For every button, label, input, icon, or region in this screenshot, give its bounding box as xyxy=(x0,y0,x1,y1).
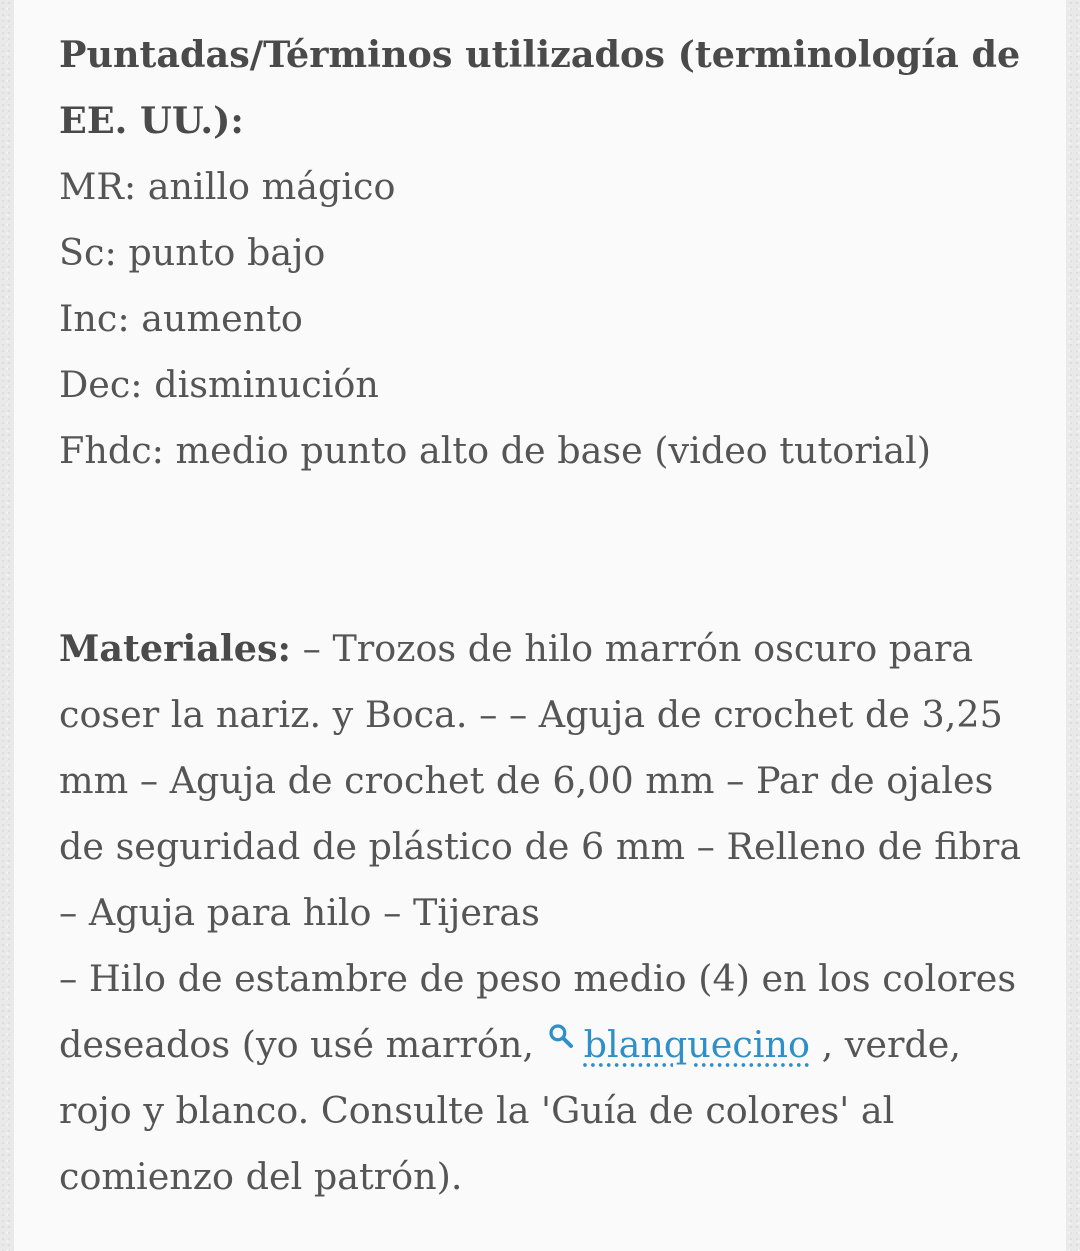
stitch-item-dec: Dec: disminución xyxy=(59,363,379,406)
yarn-text-end: , verde, rojo y blanco. Consulte la 'Guía de colores' al comienzo del patrón). xyxy=(59,1023,962,1198)
stitch-item-fhdc: Fhdc: medio punto alto de base (video tutorial) xyxy=(59,429,931,472)
yarn-text-start: – Hilo de estambre de peso medio (4) en los colores deseados (yo usé marrón, xyxy=(59,957,1017,1066)
section-spacer xyxy=(59,484,1036,616)
stitch-item-inc: Inc: aumento xyxy=(59,297,303,340)
materials-text: – Trozos de hilo marrón oscuro para coser la nariz. y Boca. – – Aguja de crochet de 3,25 mm – Aguja de crochet de 6,00 mm – Par de ojales de seguridad de plástico de 6 mm – Relleno de fibra – Aguja para hilo – Tijeras xyxy=(59,627,1022,934)
stitches-section xyxy=(59,22,1036,484)
materials-section xyxy=(59,616,1036,1210)
materials-label: Materiales: xyxy=(59,627,291,670)
search-icon[interactable] xyxy=(546,1021,576,1051)
stitches-heading: Puntadas/Términos utilizados (terminología de EE. UU.): xyxy=(59,33,1021,142)
stitch-item-sc: Sc: punto bajo xyxy=(59,231,326,274)
materials-paragraph xyxy=(59,616,1036,946)
yarn-paragraph xyxy=(59,946,1036,1210)
article-content xyxy=(14,0,1066,1251)
stitch-item-mr: MR: anillo mágico xyxy=(59,165,396,208)
color-search-link[interactable]: blanquecino xyxy=(583,1023,810,1066)
